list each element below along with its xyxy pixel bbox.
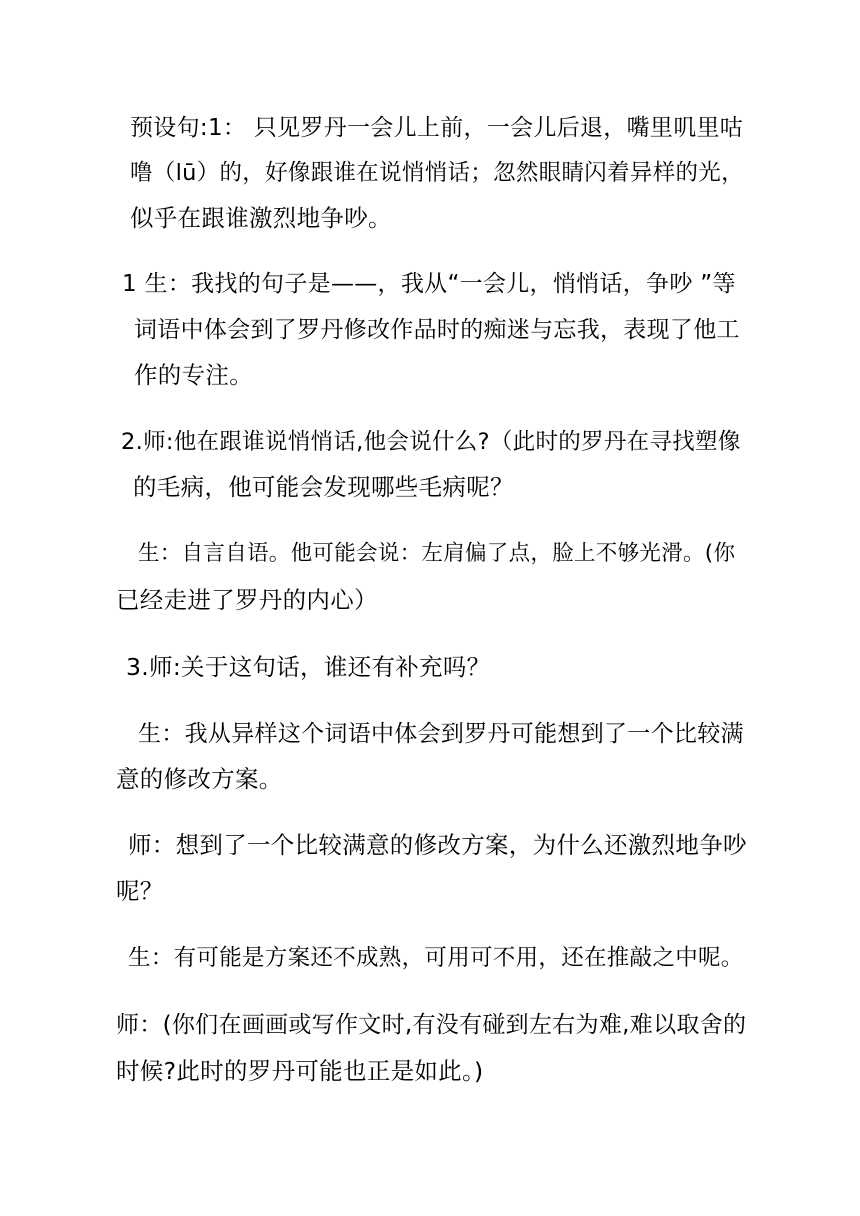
paragraph-line: 已经走进了罗丹的内心）: [116, 586, 378, 614]
paragraph-line: 时候?此时的罗丹可能也正是如此。): [116, 1057, 484, 1085]
paragraph-line: 1 生：我找的句子是——，我从“一会儿，悄悄话，争吵 ”等: [122, 271, 736, 297]
paragraph-line: 师：想到了一个比较满意的修改方案，为什么还激烈地争吵: [128, 831, 747, 859]
paragraph-line: 3.师:关于这句话，谁还有补充吗？: [126, 653, 491, 681]
paragraph-line: 呢？: [116, 877, 164, 905]
paragraph-line: 噜（lū）的，好像跟谁在说悄悄话；忽然眼睛闪着异样的光，: [130, 160, 744, 186]
paragraph-line: 师：(你们在画画或写作文时,有没有碰到左右为难,难以取舍的: [116, 1012, 747, 1038]
paragraph-line: 词语中体会到了罗丹修改作品时的痴迷与忘我，表现了他工: [134, 317, 740, 343]
paragraph-line: 似乎在跟谁激烈地争吵。: [130, 204, 392, 232]
paragraph-line: 生：有可能是方案还不成熟，可用可不用，还在推敲之中呢。: [128, 945, 744, 971]
paragraph-line: 预设句:1： 只见罗丹一会儿上前，一会儿后退，嘴里叽里咕: [130, 115, 744, 141]
paragraph-line: 生：自言自语。他可能会说：左肩偏了点，脸上不够光滑。(你: [138, 541, 736, 566]
paragraph-line: 作的专注。: [134, 361, 253, 389]
paragraph-line: 意的修改方案。: [116, 765, 283, 793]
paragraph-line: 的毛病，他可能会发现哪些毛病呢？: [133, 473, 514, 501]
paragraph-line: 2.师:他在跟谁说悄悄话,他会说什么?（此时的罗丹在寻找塑像: [121, 429, 741, 455]
paragraph-line: 生：我从异样这个词语中体会到罗丹可能想到了一个比较满: [138, 721, 744, 747]
